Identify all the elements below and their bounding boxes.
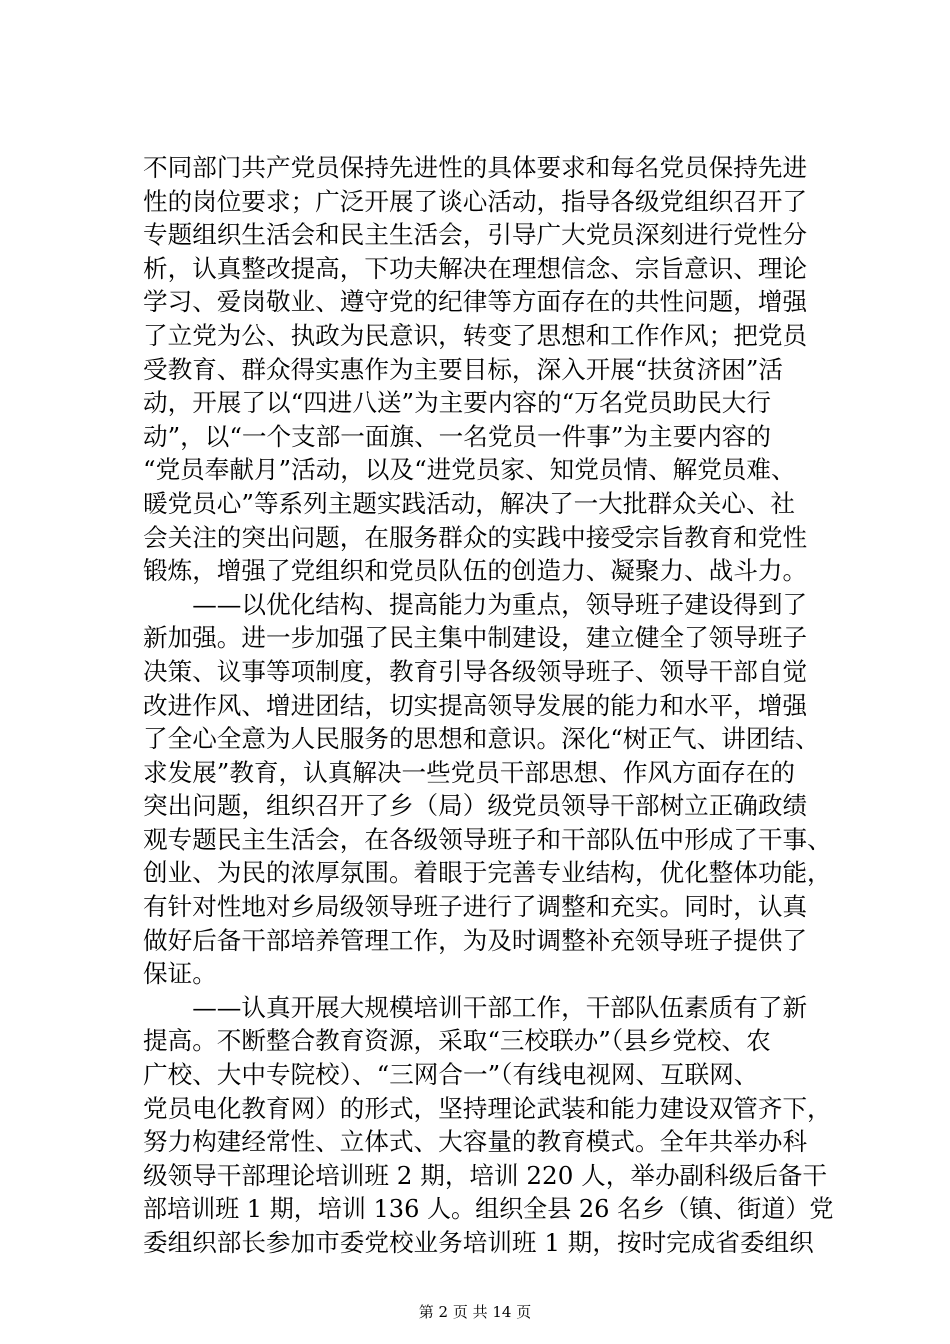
text-line: 广校、大中专院校）、“三网合一”（有线电视网、互联网、: [143, 1060, 759, 1090]
text-line: 党员电化教育网）的形式，坚持理论武装和能力建设双管齐下，: [143, 1093, 832, 1123]
text-line: 动”，以“一个支部一面旗、一名党员一件事”为主要内容的: [143, 421, 771, 451]
text-line: 观专题民主生活会，在各级领导班子和干部队伍中形成了干事、: [143, 824, 832, 854]
text-line: 求发展”教育，认真解决一些党员干部思想、作风方面存在的: [143, 757, 796, 787]
text-line: 级领导干部理论培训班 2 期，培训 220 人，举办副科级后备干: [143, 1160, 828, 1190]
text-line: 提高。不断整合教育资源，采取“三校联办”（县乡党校、农: [143, 1026, 771, 1056]
body-text: [143, 151, 833, 1260]
text-line: 委组织部长参加市委党校业务培训班 1 期，按时完成省委组织: [143, 1228, 814, 1257]
text-line: 部培训班 1 期，培训 136 人。组织全县 26 名乡（镇、街道）党: [143, 1194, 834, 1224]
text-line: 动，开展了以“四进八送”为主要内容的“万名党员助民大行: [143, 388, 771, 418]
page-footer: 第 2 页 共 14 页: [418, 1303, 532, 1321]
text-line: 保证。: [143, 959, 217, 989]
text-line: 暖党员心”等系列主题实践活动，解决了一大批群众关心、社: [143, 488, 796, 518]
text-line: 会关注的突出问题，在服务群众的实践中接受宗旨教育和党性: [143, 522, 808, 552]
text-line: 专题组织生活会和民主生活会，引导广大党员深刻进行党性分: [143, 220, 808, 250]
text-line: 性的岗位要求；广泛开展了谈心活动，指导各级党组织召开了: [143, 186, 808, 216]
text-line: 锻炼，增强了党组织和党员队伍的创造力、凝聚力、战斗力。: [143, 556, 808, 586]
text-line: 努力构建经常性、立体式、大容量的教育模式。全年共举办科: [143, 1127, 808, 1157]
text-line: 决策、议事等项制度，教育引导各级领导班子、领导干部自觉: [143, 656, 808, 686]
text-line: 了全心全意为人民服务的思想和意识。深化“树正气、讲团结、: [143, 724, 820, 754]
text-line: 学习、爱岗敬业、遵守党的纪律等方面存在的共性问题，增强: [143, 287, 808, 317]
text-line: ——以优化结构、提高能力为重点，领导班子建设得到了: [143, 589, 808, 619]
text-line: 析，认真整改提高，下功夫解决在理想信念、宗旨意识、理论: [143, 253, 808, 283]
text-line: 新加强。进一步加强了民主集中制建设，建立健全了领导班子: [143, 623, 808, 653]
text-line: 受教育、群众得实惠作为主要目标，深入开展“扶贫济困”活: [143, 354, 783, 384]
text-line: 做好后备干部培养管理工作，为及时调整补充领导班子提供了: [143, 925, 808, 955]
text-line: 了立党为公、执政为民意识，转变了思想和工作作风；把党员: [143, 320, 808, 350]
text-line: ——认真开展大规模培训干部工作，干部队伍素质有了新: [143, 992, 808, 1022]
text-line: 创业、为民的浓厚氛围。着眼于完善专业结构，优化整体功能，: [143, 858, 832, 888]
text-line: 不同部门共产党员保持先进性的具体要求和每名党员保持先进: [143, 153, 808, 182]
text-line: 有针对性地对乡局级领导班子进行了调整和充实。同时，认真: [143, 892, 808, 922]
text-line: 改进作风、增进团结，切实提高领导发展的能力和水平，增强: [143, 690, 808, 720]
text-line: “党员奉献月”活动，以及“进党员家、知党员情、解党员难、: [143, 455, 796, 485]
text-line: 突出问题，组织召开了乡（局）级党员领导干部树立正确政绩: [143, 791, 808, 821]
